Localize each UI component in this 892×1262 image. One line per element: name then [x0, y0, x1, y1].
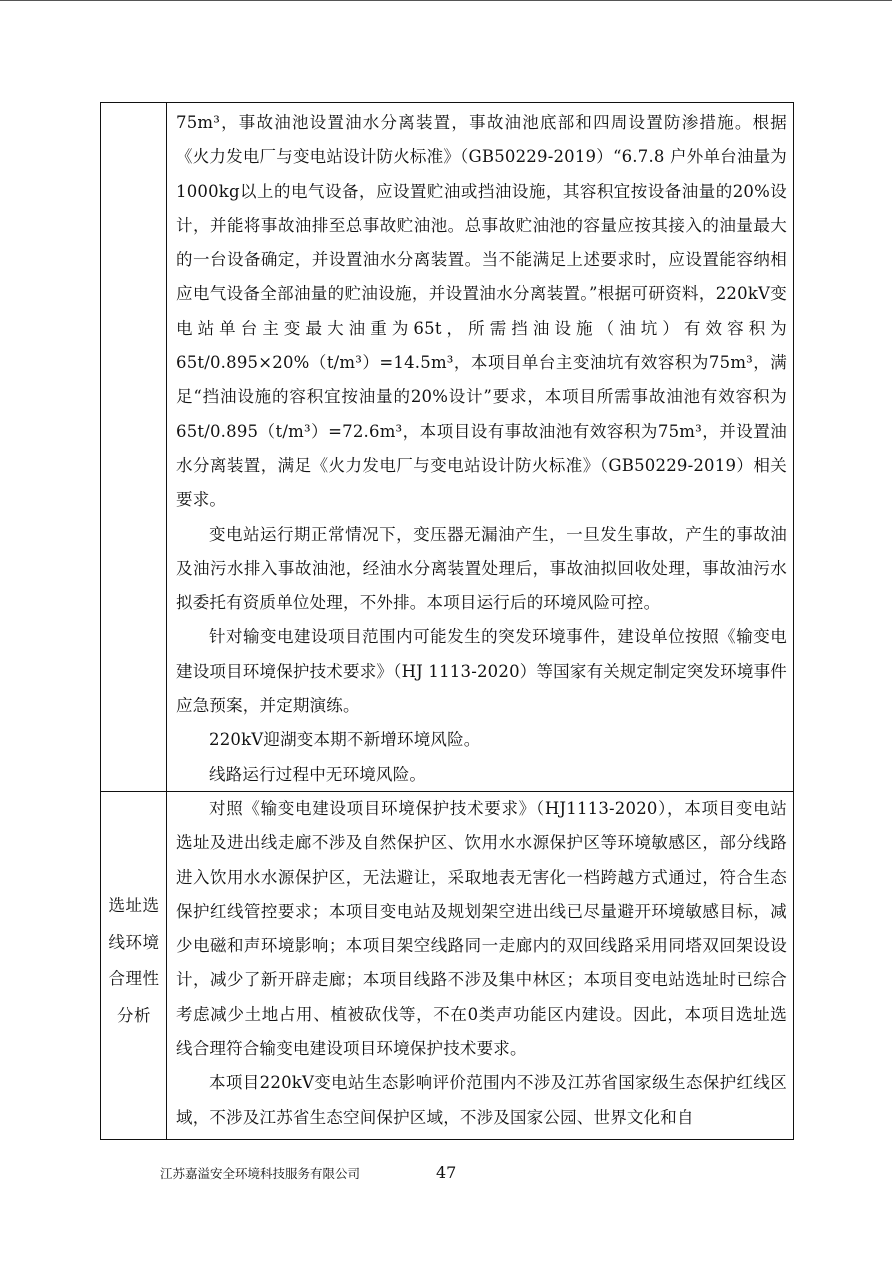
paragraph: 本项目220kV变电站生态影响评价范围内不涉及江苏省国家级生态保护红线区域，不涉及江苏省生态空间保护区域，不涉及国家公园、世界文化和自 — [176, 1073, 787, 1127]
report-table — [100, 102, 794, 1140]
section-label-line: 选址选 — [108, 896, 160, 915]
section-label-line: 线环境 — [108, 932, 160, 952]
risk-content — [176, 106, 787, 792]
paragraph: 针对输变电建设项目范围内可能发生的突发环境事件，建设单位按照《输变电建设项目环境保护技术要求》（HJ 1113-2020）等国家有关规定制定突发环境事件应急预案，并定期演练。 — [176, 627, 787, 716]
siting-content — [176, 792, 787, 1135]
section-label-line: 分析 — [117, 1005, 151, 1025]
section-label-line: 合理性 — [108, 969, 160, 988]
page-number: 47 — [436, 1163, 457, 1182]
paragraph: 线路运行过程中无环境风险。 — [209, 764, 427, 784]
paragraph: 变电站运行期正常情况下，变压器无漏油产生，一旦发生事故，产生的事故油及油污水排入事故油池，经油水分离装置处理后，事故油拟回收处理，事故油污水拟委托有资质单位处理，不外排。本项目运行后的环境风险可控。 — [176, 524, 787, 613]
paragraph: 220kV迎湖变本期不新增环境风险。 — [209, 730, 481, 750]
footer-company: 江苏嘉溢安全环境科技服务有限公司 — [160, 1166, 361, 1181]
paragraph: 75m³，事故油池设置油水分离装置，事故油池底部和四周设置防渗措施。根据《火力发电厂与变电站设计防火标准》（GB50229-2019）“6.7.8 户外单台油量为1000kg以上的电气设备，应设置贮油或挡油设施，其容积宜按设备油量的20%设计，并能将事故油排至总事故贮油池。总事故贮油池的容量应按其接入的油量最大的一台设备确定，并设置油水分离装置。当不能满足上述要求时，应设置能容纳相应电气设备全部油量的贮油设施，并设置油水分离装置。”根据可研资料，220kV变电站单台主变最大油重为65t，所需挡油设施（油坑）有效容积为65t/0.895×20%（t/m³）=14.5m³，本项目单台主变油坑有效容积为75m³，满足“挡油设施的容积宜按油量的20%设计”要求，本项目所需事故油池有效容积为65t/0.895（t/m³）=72.6m³，本项目设有事故油池有效容积为75m³，并设置油水分离装置，满足《火力发电厂与变电站设计防火标准》（GB50229-2019）相关要求。 — [176, 113, 787, 510]
section-label — [101, 888, 167, 1034]
top-rule — [0, 0, 892, 1]
paragraph: 对照《输变电建设项目环境保护技术要求》（HJ1113-2020），本项目变电站选址及进出线走廊不涉及自然保护区、饮用水水源保护区等环境敏感区，部分线路进入饮用水水源保护区，无法避让，采取地表无害化一档跨越方式通过，符合生态保护红线管控要求；本项目变电站及规划架空进出线已尽量避开环境敏感目标，减少电磁和声环境影响；本项目架空线路同一走廊内的双回线路采用同塔双回架设设计，减少了新开辟走廊；本项目线路不涉及集中林区；本项目变电站选址时已综合考虑减少土地占用、植被砍伐等，不在0类声功能区内建设。因此，本项目选址选线合理符合输变电建设项目环境保护技术要求。 — [176, 799, 787, 1059]
